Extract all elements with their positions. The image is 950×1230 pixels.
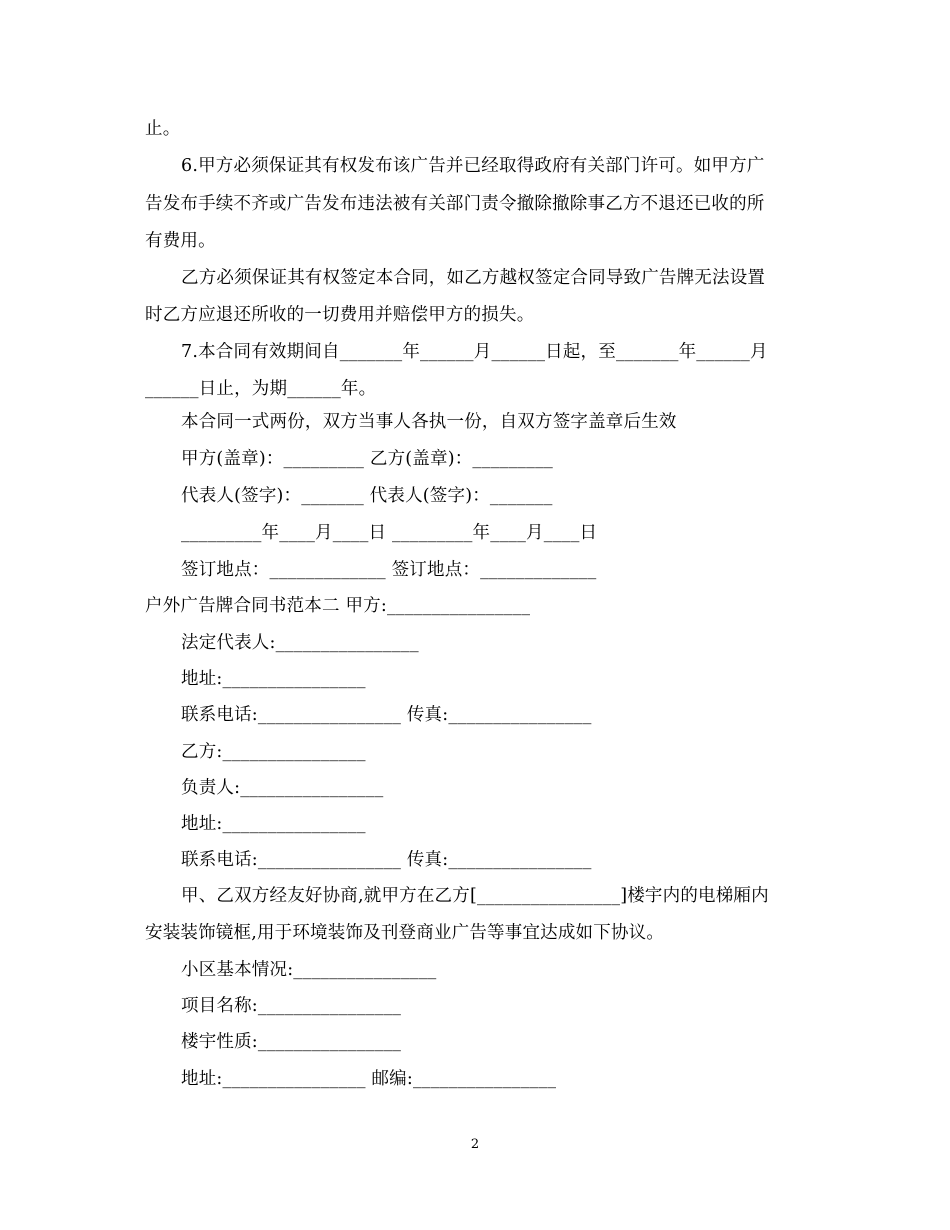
phone-fax-field: 联系电话:________________ 传真:________________ bbox=[181, 850, 592, 870]
clause-6-line-3: 有费用。 bbox=[145, 231, 216, 251]
address-field: 地址:________________ bbox=[181, 814, 366, 834]
responsible-person-field: 负责人:________________ bbox=[181, 778, 384, 798]
seal-line: 甲方(盖章)：_________ 乙方(盖章)：_________ bbox=[181, 449, 553, 469]
clause-7-line-2: ______日止，为期______年。 bbox=[145, 379, 377, 399]
page-number: 2 bbox=[470, 1137, 480, 1152]
representative-signature-line: 代表人(签字)：_______ 代表人(签字)：_______ bbox=[181, 486, 553, 506]
clause-7-line-1: 7.本合同有效期间自_______年______月______日起，至_______年______月 bbox=[181, 342, 768, 362]
clause-6-line-2: 告发布手续不齐或广告发布违法被有关部门责令撤除撤除事乙方不退还已收的所 bbox=[145, 194, 765, 214]
text-line: 止。 bbox=[145, 119, 181, 139]
agreement-intro-line-1: 甲、乙双方经友好协商,就甲方在乙方[________________]楼宇内的电梯厢内 bbox=[181, 886, 769, 906]
community-info-field: 小区基本情况:________________ bbox=[181, 960, 437, 980]
building-nature-field: 楼宇性质:________________ bbox=[181, 1032, 402, 1052]
agreement-intro-line-2: 安装装饰镜框,用于环境装饰及刊登商业广告等事宜达成如下协议。 bbox=[145, 923, 665, 943]
address-postcode-field: 地址:________________ 邮编:________________ bbox=[181, 1069, 557, 1089]
signing-place-line: 签订地点：_____________ 签订地点：_____________ bbox=[181, 560, 597, 580]
address-field: 地址:________________ bbox=[181, 669, 366, 689]
copies-statement: 本合同一式两份，双方当事人各执一份，自双方签字盖章后生效 bbox=[181, 412, 677, 432]
party-b-guarantee-line-2: 时乙方应退还所收的一切费用并赔偿甲方的损失。 bbox=[145, 305, 535, 325]
party-b-guarantee-line-1: 乙方必须保证其有权签定本合同，如乙方越权签定合同导致广告牌无法设置 bbox=[181, 268, 766, 288]
legal-representative-field: 法定代表人:________________ bbox=[181, 633, 419, 653]
party-b-field: 乙方:________________ bbox=[181, 742, 366, 762]
signature-date-line: _________年____月____日 _________年____月____日 bbox=[181, 523, 598, 543]
sample-two-title-line: 户外广告牌合同书范本二 甲方:________________ bbox=[145, 596, 531, 616]
clause-6-line-1: 6.甲方必须保证其有权发布该广告并已经取得政府有关部门许可。如甲方广 bbox=[181, 156, 765, 176]
phone-fax-field: 联系电话:________________ 传真:________________ bbox=[181, 705, 592, 725]
project-name-field: 项目名称:________________ bbox=[181, 996, 402, 1016]
